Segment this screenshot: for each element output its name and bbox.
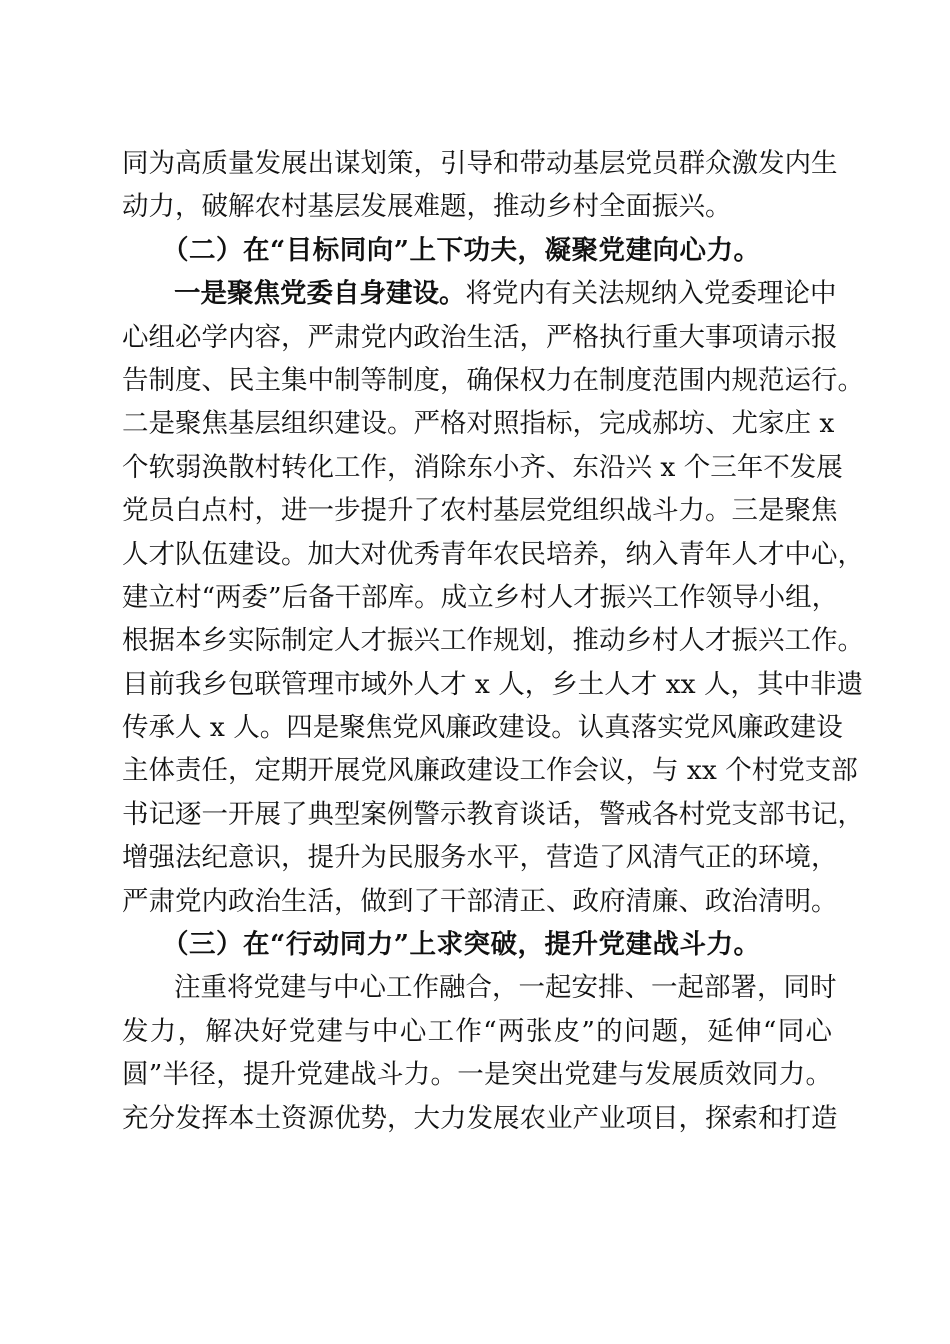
text-line: 个软弱涣散村转化工作，消除东小齐、东沿兴 x 个三年不发展 xyxy=(122,451,843,483)
text-line: 根据本乡实际制定人才振兴工作规划，推动乡村人才振兴工作。 xyxy=(122,625,864,657)
section-heading-3: （三）在“行动同力”上求突破，提升党建战斗力。 xyxy=(162,929,761,961)
text-line: 书记逐一开展了典型案例警示教育谈话，警戒各村党支部书记， xyxy=(122,798,864,830)
document-body xyxy=(122,142,864,1140)
text-span: 将党内有关法规纳入党委理论中 xyxy=(465,278,837,310)
text-line: 同为高质量发展出谋划策，引导和带动基层党员群众激发内生 xyxy=(122,148,838,179)
text-line: 党员白点村，进一步提升了农村基层党组织战斗力。三是聚焦 xyxy=(122,495,838,527)
text-line: 传承人 x 人。四是聚焦党风廉政建设。认真落实党风廉政建设 xyxy=(122,712,843,744)
text-line: 目前我乡包联管理市域外人才 x 人，乡土人才 xx 人，其中非遗 xyxy=(122,668,864,700)
text-line: 二是聚焦基层组织建设。严格对照指标，完成郝坊、尤家庄 x xyxy=(122,408,835,440)
text-line: 心组必学内容，严肃党内政治生活，严格执行重大事项请示报 xyxy=(122,321,838,353)
text-line: 严肃党内政治生活，做到了干部清正、政府清廉、政治清明。 xyxy=(122,885,838,917)
text-line xyxy=(122,272,837,315)
text-line: 充分发挥本土资源优势，大力发展农业产业项目，探索和打造 xyxy=(122,1102,838,1134)
text-line: 人才队伍建设。加大对优秀青年农民培养，纳入青年人才中心， xyxy=(122,538,864,570)
text-line: 发力，解决好党建与中心工作“两张皮”的问题，延伸“同心 xyxy=(122,1015,832,1047)
text-line: 注重将党建与中心工作融合，一起安排、一起部署，同时 xyxy=(174,972,837,1004)
text-line: 建立村“两委”后备干部库。成立乡村人才振兴工作领导小组， xyxy=(122,581,839,613)
subsection-lead: 一是聚焦党委自身建设。 xyxy=(174,278,466,310)
text-line: 告制度、民主集中制等制度，确保权力在制度范围内规范运行。 xyxy=(122,364,864,396)
text-line: 动力，破解农村基层发展难题，推动乡村全面振兴。 xyxy=(122,191,732,223)
text-line: 圆”半径，提升党建战斗力。一是突出党建与发展质效同力。 xyxy=(122,1059,832,1091)
text-line: 增强法纪意识，提升为民服务水平，营造了风清气正的环境， xyxy=(122,842,838,874)
text-line: 主体责任，定期开展党风廉政建设工作会议，与 xx 个村党支部 xyxy=(122,755,858,787)
section-heading-2: （二）在“目标同向”上下功夫，凝聚党建向心力。 xyxy=(162,234,761,266)
